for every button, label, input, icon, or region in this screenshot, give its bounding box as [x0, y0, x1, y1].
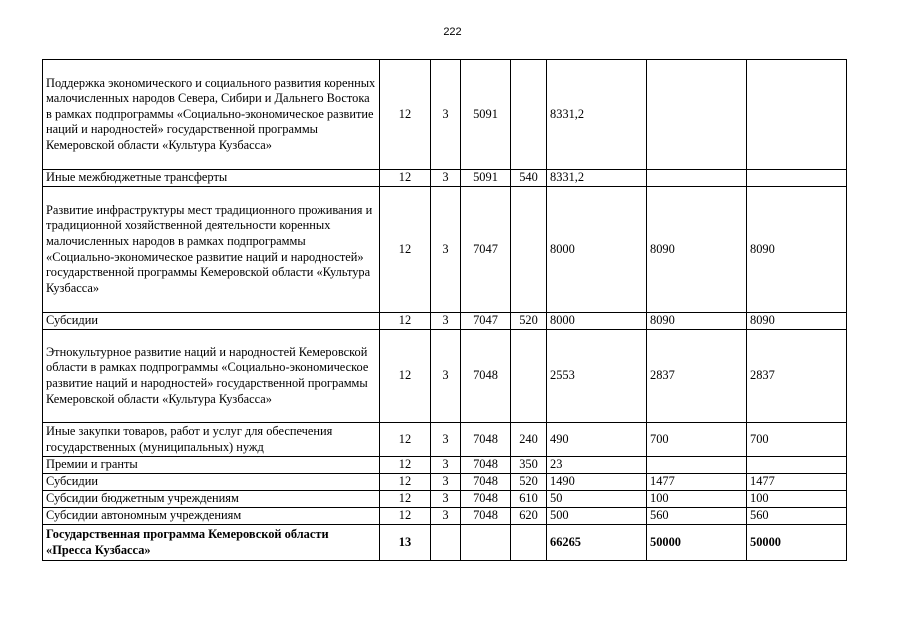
- table-body: [43, 60, 847, 561]
- cell-name: Субсидии автономным учреждениям: [43, 508, 380, 525]
- cell-amount-year2: 2837: [647, 330, 747, 423]
- cell-amount-year2: 50000: [647, 525, 747, 561]
- cell-amount-year3: [747, 170, 847, 187]
- cell-amount-year2: 1477: [647, 474, 747, 491]
- cell-amount-year2: [647, 170, 747, 187]
- table-row: [43, 330, 847, 423]
- cell-section: 12: [380, 474, 431, 491]
- cell-target-article: 7047: [461, 313, 511, 330]
- cell-target-article: 5091: [461, 60, 511, 170]
- cell-target-article: 7047: [461, 187, 511, 313]
- cell-target-article: 7048: [461, 474, 511, 491]
- cell-section: 12: [380, 491, 431, 508]
- cell-section: 13: [380, 525, 431, 561]
- cell-name: Иные межбюджетные трансферты: [43, 170, 380, 187]
- cell-section: 12: [380, 508, 431, 525]
- cell-expense-type: 520: [511, 474, 547, 491]
- cell-name: Иные закупки товаров, работ и услуг для обеспечения государственных (муниципальных) нужд: [43, 423, 380, 457]
- cell-name: Субсидии бюджетным учреждениям: [43, 491, 380, 508]
- cell-expense-type: 240: [511, 423, 547, 457]
- cell-amount-year2: 100: [647, 491, 747, 508]
- cell-target-article: 7048: [461, 508, 511, 525]
- table-row: [43, 187, 847, 313]
- table-row: [43, 491, 847, 508]
- cell-amount-year1: 1490: [547, 474, 647, 491]
- cell-target-article: 7048: [461, 330, 511, 423]
- cell-section: 12: [380, 60, 431, 170]
- cell-target-article: 5091: [461, 170, 511, 187]
- cell-amount-year3: 8090: [747, 187, 847, 313]
- cell-name: Этнокультурное развитие наций и народностей Кемеровской области в рамках подпрограммы «Социально-экономическое развитие наций и народностей» государственной программы Кемеровской области «Культура Кузбасса»: [43, 330, 380, 423]
- cell-amount-year3: 560: [747, 508, 847, 525]
- cell-amount-year1: 50: [547, 491, 647, 508]
- table-row: [43, 457, 847, 474]
- cell-amount-year3: 8090: [747, 313, 847, 330]
- page-number: 222: [443, 26, 462, 38]
- cell-section: 12: [380, 457, 431, 474]
- table-row: [43, 474, 847, 491]
- cell-amount-year1: 8000: [547, 313, 647, 330]
- cell-amount-year1: 8331,2: [547, 170, 647, 187]
- cell-subsection: 3: [431, 423, 461, 457]
- cell-expense-type: [511, 525, 547, 561]
- cell-name: Государственная программа Кемеровской области «Пресса Кузбасса»: [43, 525, 380, 561]
- cell-amount-year1: 490: [547, 423, 647, 457]
- cell-name: Развитие инфраструктуры мест традиционного проживания и традиционной хозяйственной деятельности коренных малочисленных народов в рамках подпрограммы «Социально-экономическое развитие наций и народностей» государственной программы Кемеровской области «Культура Кузбасса»: [43, 187, 380, 313]
- cell-amount-year2: 8090: [647, 313, 747, 330]
- table-row: [43, 508, 847, 525]
- cell-subsection: 3: [431, 508, 461, 525]
- cell-amount-year2: 8090: [647, 187, 747, 313]
- cell-name: Поддержка экономического и социального развития коренных малочисленных народов Севера, Сибири и Дальнего Востока в рамках подпрограммы «Социально-экономическое развитие наций и народностей» государственной программы Кемеровской области «Культура Кузбасса»: [43, 60, 380, 170]
- cell-subsection: 3: [431, 170, 461, 187]
- cell-subsection: 3: [431, 457, 461, 474]
- cell-subsection: 3: [431, 313, 461, 330]
- cell-name: Субсидии: [43, 313, 380, 330]
- cell-section: 12: [380, 313, 431, 330]
- table-row: [43, 525, 847, 561]
- cell-subsection: 3: [431, 330, 461, 423]
- cell-name: Субсидии: [43, 474, 380, 491]
- cell-subsection: 3: [431, 474, 461, 491]
- cell-expense-type: 520: [511, 313, 547, 330]
- cell-section: 12: [380, 423, 431, 457]
- cell-amount-year3: 2837: [747, 330, 847, 423]
- cell-expense-type: 540: [511, 170, 547, 187]
- cell-amount-year3: [747, 60, 847, 170]
- cell-expense-type: 610: [511, 491, 547, 508]
- cell-amount-year1: 8000: [547, 187, 647, 313]
- cell-amount-year1: 8331,2: [547, 60, 647, 170]
- cell-amount-year3: 700: [747, 423, 847, 457]
- cell-amount-year3: 50000: [747, 525, 847, 561]
- cell-name: Премии и гранты: [43, 457, 380, 474]
- cell-amount-year3: 100: [747, 491, 847, 508]
- table-row: [43, 170, 847, 187]
- cell-target-article: [461, 525, 511, 561]
- table-row: [43, 60, 847, 170]
- cell-amount-year2: 700: [647, 423, 747, 457]
- cell-expense-type: 350: [511, 457, 547, 474]
- cell-amount-year3: [747, 457, 847, 474]
- cell-expense-type: [511, 187, 547, 313]
- budget-table: [42, 59, 847, 561]
- cell-expense-type: 620: [511, 508, 547, 525]
- cell-expense-type: [511, 60, 547, 170]
- cell-amount-year1: 23: [547, 457, 647, 474]
- cell-expense-type: [511, 330, 547, 423]
- cell-amount-year2: 560: [647, 508, 747, 525]
- cell-target-article: 7048: [461, 491, 511, 508]
- cell-amount-year2: [647, 60, 747, 170]
- cell-subsection: [431, 525, 461, 561]
- table-row: [43, 313, 847, 330]
- cell-target-article: 7048: [461, 423, 511, 457]
- cell-subsection: 3: [431, 491, 461, 508]
- cell-amount-year1: 500: [547, 508, 647, 525]
- cell-subsection: 3: [431, 60, 461, 170]
- cell-section: 12: [380, 330, 431, 423]
- table-row: [43, 423, 847, 457]
- cell-amount-year1: 66265: [547, 525, 647, 561]
- cell-subsection: 3: [431, 187, 461, 313]
- cell-target-article: 7048: [461, 457, 511, 474]
- cell-section: 12: [380, 187, 431, 313]
- cell-amount-year1: 2553: [547, 330, 647, 423]
- cell-amount-year3: 1477: [747, 474, 847, 491]
- cell-section: 12: [380, 170, 431, 187]
- cell-amount-year2: [647, 457, 747, 474]
